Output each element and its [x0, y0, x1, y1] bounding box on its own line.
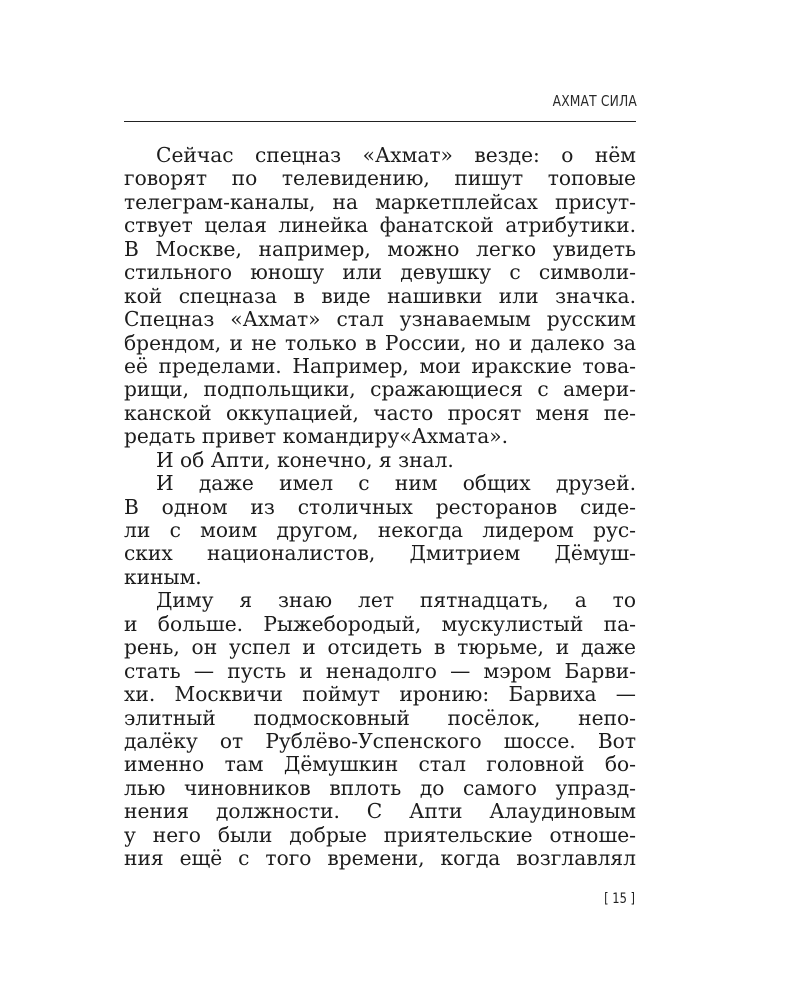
text-line: стать — пусть и ненадолго — мэром Барви-	[124, 659, 636, 683]
page-number: [ 15 ]	[604, 891, 635, 907]
text-line: И даже имел с ним общих друзей.	[156, 472, 636, 496]
text-line: ли с моим другом, некогда лидером рус-	[124, 519, 636, 542]
text-line: рень, он успел и отсидеть в тюрьме, и даже	[124, 636, 636, 660]
text-line: её пределами. Например, мои иракские това-	[124, 354, 636, 378]
text-line: брендом, и не только в России, но и далеко за	[124, 331, 636, 355]
text-line: ния ещё с того времени, когда возглавлял	[124, 847, 636, 871]
text-line: и больше. Рыжебородый, мускулистый па-	[124, 612, 636, 636]
text-line: телеграм-каналы, на маркетплейсах присут-	[124, 190, 636, 214]
text-line: И об Апти, конечно, я знал.	[156, 448, 454, 472]
text-line: говорят по телевидению, пишут топовые	[124, 167, 636, 191]
text-line: элитный подмосковный посёлок, непо-	[124, 706, 636, 730]
running-header: АХМАТ СИЛА	[552, 92, 637, 110]
text-line: лью чиновников вплоть до самого упразд-	[124, 776, 636, 800]
text-line: ских националистов, Дмитрием Дёмуш-	[124, 542, 636, 566]
text-line: киным.	[124, 565, 202, 589]
text-line: далёку от Рублёво-Успенского шоссе. Вот	[124, 729, 636, 753]
text-line: Сейчас спецназ «Ахмат» везде: о нём	[156, 144, 636, 167]
text-line: В одном из столичных ресторанов сиде-	[124, 495, 636, 519]
text-line: редать привет командиру«Ахмата».	[124, 425, 509, 449]
text-line: В Москве, например, можно легко увидеть	[124, 237, 636, 261]
text-line: Спецназ «Ахмат» стал узнаваемым русским	[124, 308, 636, 332]
text-line: ствует целая линейка фанатской атрибутики.	[124, 214, 636, 238]
text-line: рищи, подпольщики, сражающиеся с амери-	[124, 378, 636, 402]
text-line: стильного юношу или девушку с символи-	[124, 261, 636, 285]
text-line: у него были добрые приятельские отноше-	[124, 823, 636, 847]
text-line: кой спецназа в виде нашивки или значка.	[124, 284, 636, 308]
text-line: канской оккупацией, часто просят меня пе-	[124, 401, 636, 425]
body-text	[124, 144, 636, 871]
text-line: нения должности. С Апти Алаудиновым	[124, 800, 636, 824]
text-line: Диму я знаю лет пятнадцать, а то	[156, 589, 636, 613]
text-line: хи. Москвичи поймут иронию: Барвиха —	[124, 683, 636, 707]
header-rule	[124, 121, 636, 122]
text-line: именно там Дёмушкин стал головной бо-	[124, 753, 636, 777]
